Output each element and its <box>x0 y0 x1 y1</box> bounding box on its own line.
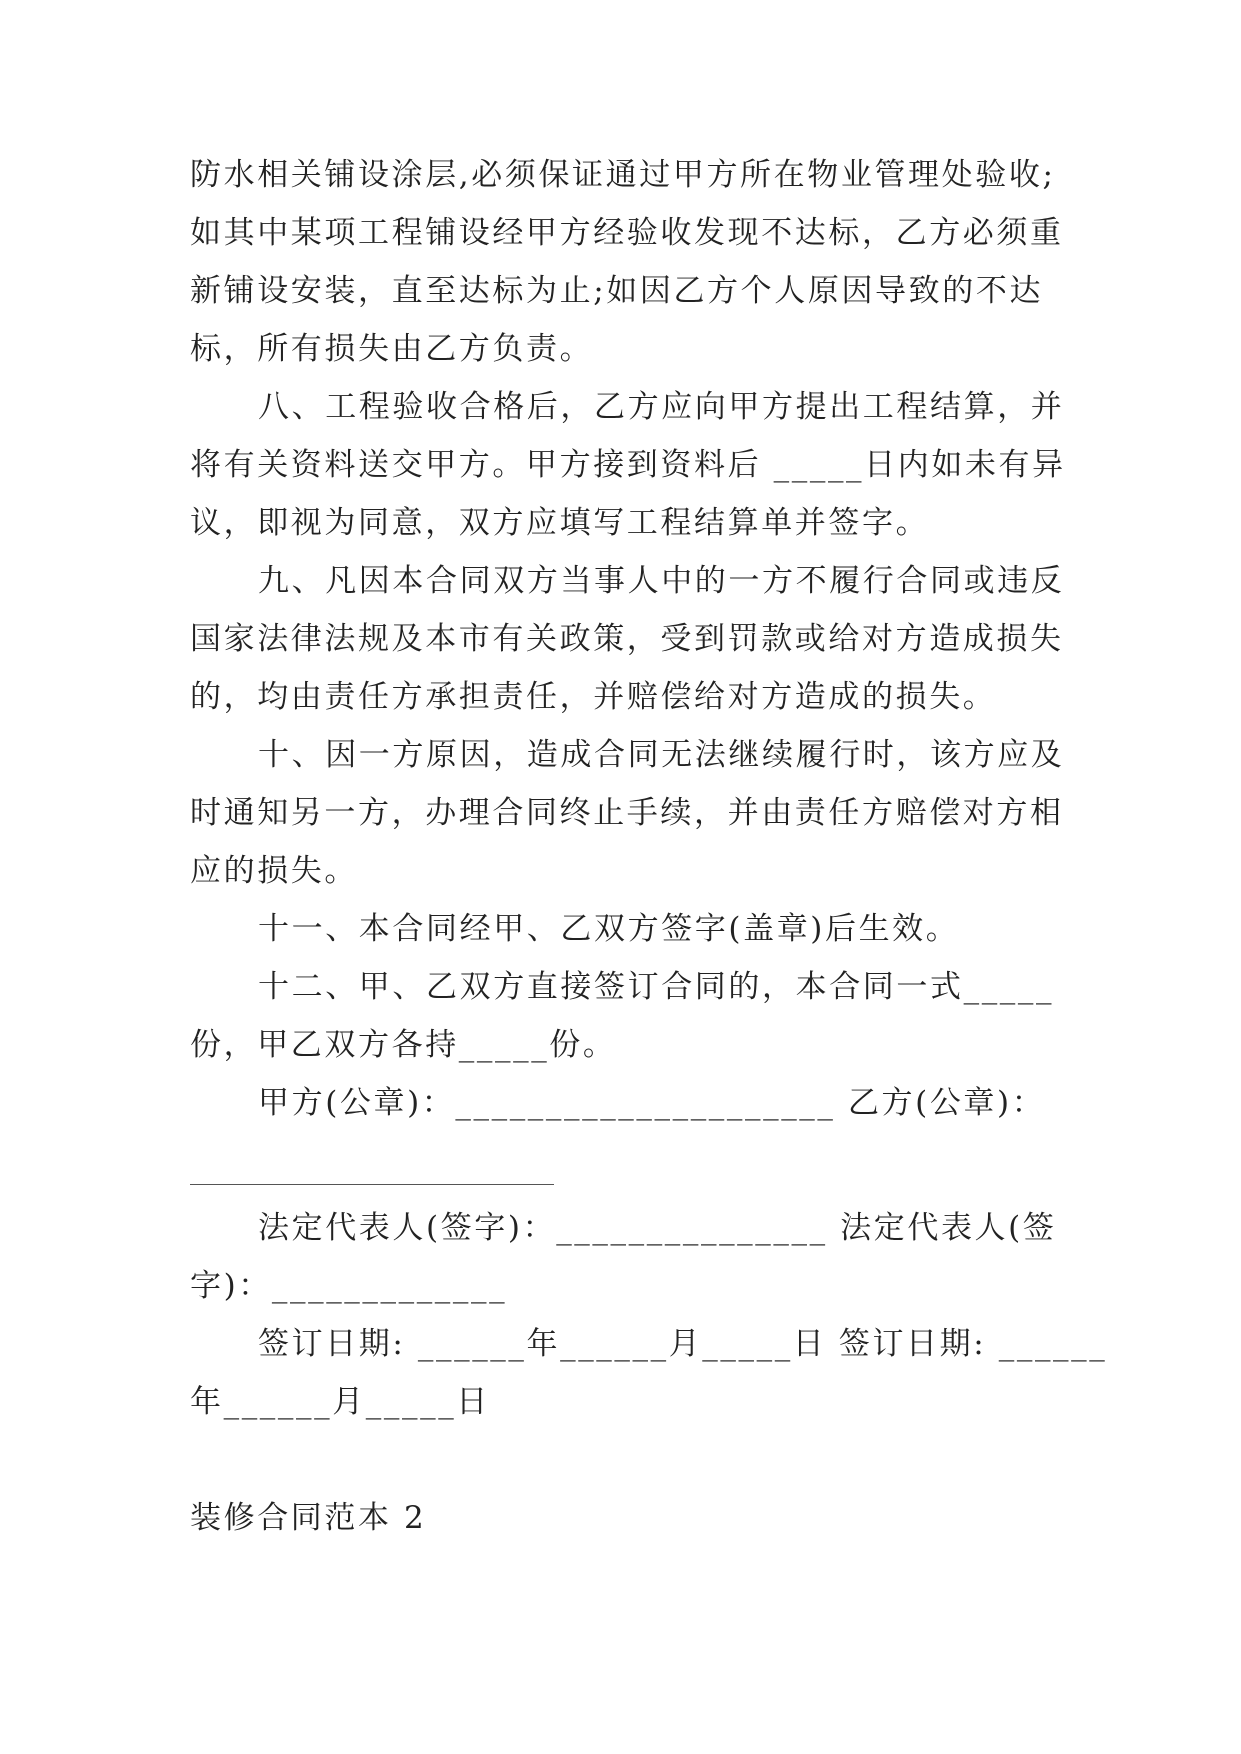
next-section-title: 装修合同范本 2 <box>190 1500 427 1536</box>
clause-9-line: 的，均由责任方承担责任，并赔偿给对方造成的损失。 <box>190 679 997 715</box>
paragraph-line: 防水相关铺设涂层,必须保证通过甲方所在物业管理处验收; <box>190 157 1056 193</box>
clause-8-line: 将有关资料送交甲方。甲方接到资料后 _____日内如未有异 <box>190 447 1066 483</box>
clause-12-line: 份，甲乙双方各持_____份。 <box>190 1027 617 1063</box>
paragraph-line: 新铺设安装，直至达标为止;如因乙方个人原因导致的不达 <box>190 273 1044 309</box>
clause-11-line: 十一、本合同经甲、乙双方签字(盖章)后生效。 <box>258 911 960 947</box>
paragraph-line: 标，所有损失由乙方负责。 <box>190 331 594 367</box>
party-seal-line: 甲方(公章)：_____________________ 乙方(公章)： <box>258 1085 1046 1121</box>
legal-rep-line: 法定代表人(签字)：_______________ 法定代表人(签 <box>258 1210 1057 1246</box>
clause-8-line: 议，即视为同意，双方应填写工程结算单并签字。 <box>190 505 930 541</box>
paragraph-line: 如其中某项工程铺设经甲方经验收发现不达标，乙方必须重 <box>190 215 1064 251</box>
clause-9-line: 国家法律法规及本市有关政策，受到罚款或给对方造成损失 <box>190 621 1064 657</box>
clause-10-line: 应的损失。 <box>190 853 358 889</box>
clause-10-line: 十、因一方原因，造成合同无法继续履行时，该方应及 <box>258 737 1065 773</box>
clause-12-line: 十二、甲、乙双方直接签订合同的，本合同一式_____ <box>258 969 1055 1005</box>
clause-9-line: 九、凡因本合同双方当事人中的一方不履行合同或违反 <box>258 563 1065 599</box>
legal-rep-line: 字)：_____________ <box>190 1268 508 1304</box>
party-b-seal-blank <box>190 1126 554 1185</box>
contract-page <box>190 146 1108 1547</box>
signing-date-line: 签订日期: ______年______月_____日 签订日期: ______ <box>258 1326 1108 1362</box>
clause-10-line: 时通知另一方，办理合同终止手续，并由责任方赔偿对方相 <box>190 795 1064 831</box>
signing-date-line: 年______月_____日 <box>190 1384 490 1420</box>
clause-8-line: 八、工程验收合格后，乙方应向甲方提出工程结算，并 <box>258 389 1065 425</box>
